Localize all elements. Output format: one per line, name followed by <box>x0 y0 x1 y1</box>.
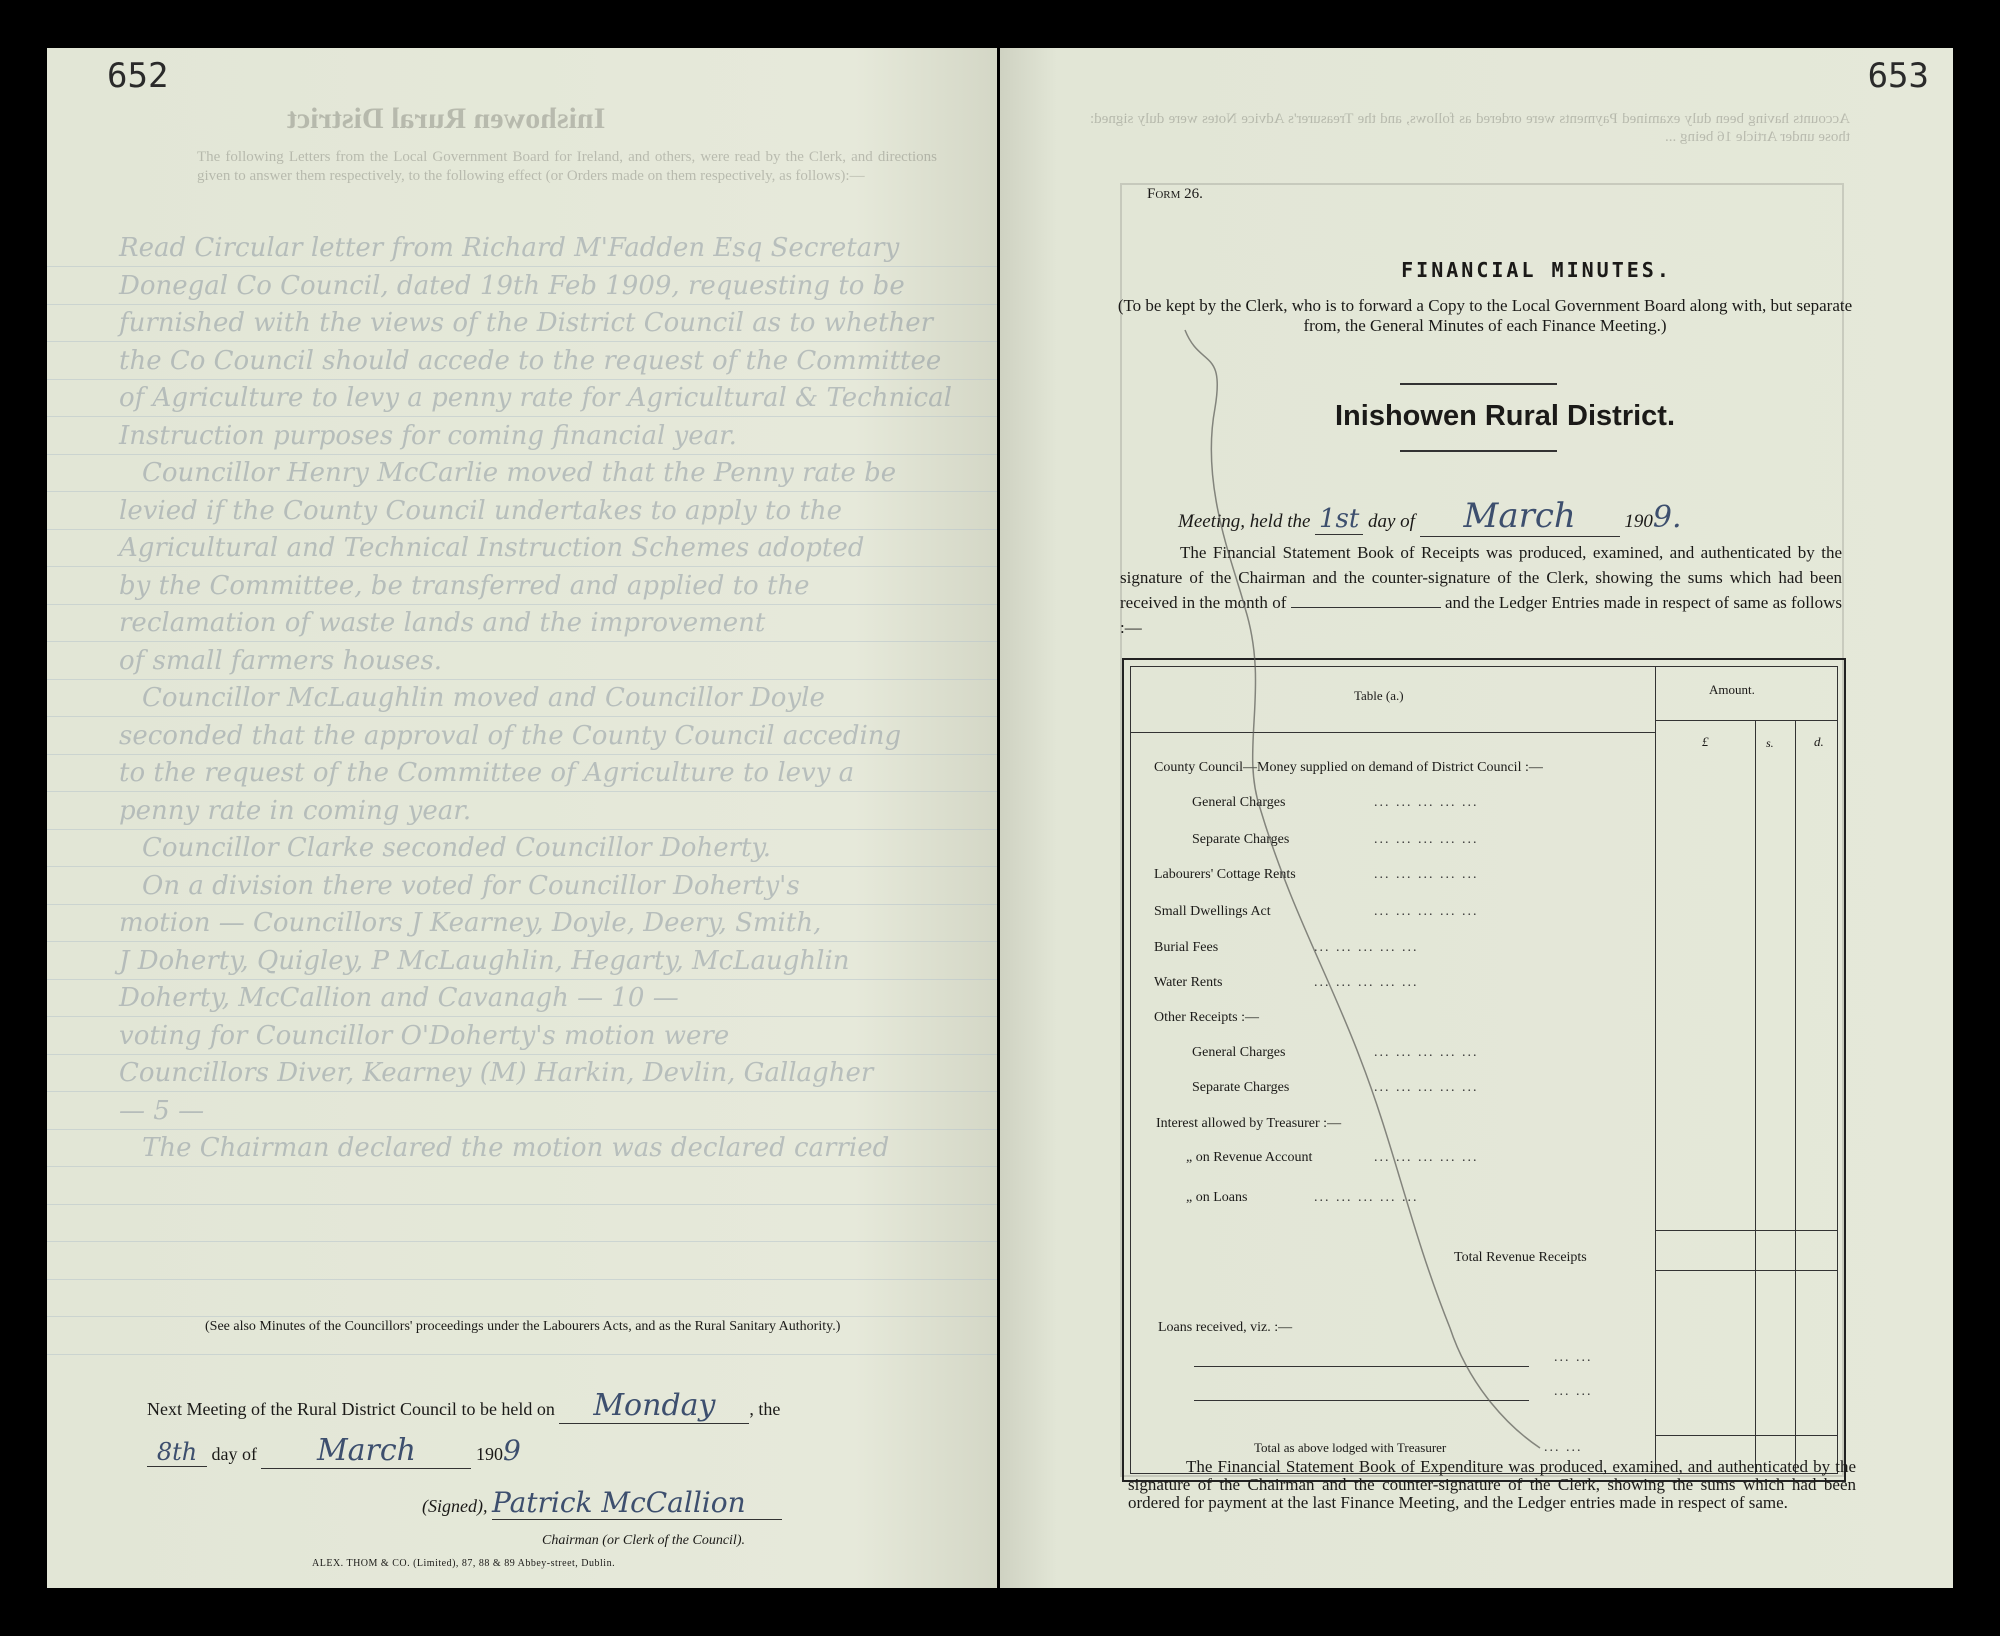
table-row-label: General Charges <box>1192 795 1286 810</box>
ruled-line <box>47 941 997 942</box>
handwritten-line: Councillor McLaughlin moved and Councillor Doyle <box>142 683 825 713</box>
table-row-label: Water Rents <box>1154 975 1223 990</box>
expenditure-paragraph: The Financial Statement Book of Expenditure was produced, examined, and authenticated by the signature of the Chairman and the counter-signature of the Clerk, showing the sums which had been ordered for payment at the last Finance Meeting, and the Ledger entries made in respect of same. <box>1128 1457 1856 1512</box>
ruled-line <box>47 641 997 642</box>
table-row-label: Total as above lodged with Treasurer <box>1254 1440 1447 1455</box>
district-name: Inishowen Rural District. <box>1335 400 1675 432</box>
ruled-line <box>47 1316 997 1317</box>
leader-dots: ... ... ... ... ... <box>1314 1190 1419 1205</box>
table-row-label: Separate Charges <box>1192 832 1290 847</box>
leader-dots: ... ... ... ... ... <box>1374 904 1479 919</box>
signature: Patrick McCallion <box>491 1486 746 1519</box>
year-suffix: 9 <box>502 1434 521 1467</box>
leader-dots: ... ... ... ... ... <box>1374 832 1479 847</box>
table-row-label: Total Revenue Receipts <box>1454 1250 1587 1265</box>
ruled-line <box>47 1204 997 1205</box>
ruled-line <box>47 1279 997 1280</box>
table-row-label: Loans received, viz. :— <box>1158 1320 1293 1335</box>
table-row-label: Labourers' Cottage Rents <box>1154 867 1296 882</box>
ruled-line <box>47 1016 997 1017</box>
next-meeting-day: Monday <box>593 1388 716 1423</box>
meeting-day: 1st <box>1319 504 1360 534</box>
handwritten-line: The Chairman declared the motion was declared carried <box>142 1133 890 1163</box>
ruled-line <box>47 679 997 680</box>
see-also-note: (See also Minutes of the Councillors' proceedings under the Labourers Acts, and as the Rural Sanitary Authority.) <box>205 1319 841 1334</box>
table-row-label: „ on Loans <box>1186 1190 1248 1205</box>
table-row-label: County Council—Money supplied on demand of District Council :— <box>1154 760 1543 775</box>
ruled-line <box>47 1241 997 1242</box>
year-prefix: 190 <box>475 1444 503 1464</box>
ruled-line <box>47 1166 997 1167</box>
meeting-held-label: Meeting, held the <box>1178 511 1311 532</box>
currency-shillings: s. <box>1766 736 1774 750</box>
table-caption: Table (a.) <box>1354 688 1404 703</box>
next-meeting-date-line <box>147 1433 521 1469</box>
signed-label: (Signed), <box>422 1496 488 1516</box>
ruled-line <box>47 979 997 980</box>
table-row-label: Other Receipts :— <box>1154 1010 1259 1025</box>
bleed-through-text: Accounts having been duly examined Payments were ordered as follows, and the Treasurer's Advice Notes were duly signed: those under Article 16 being ... <box>1090 111 1850 145</box>
ruled-line <box>47 416 997 417</box>
leader-dots: ... ... <box>1554 1384 1593 1399</box>
ruled-line <box>47 754 997 755</box>
handwritten-line: to the request of the Committee of Agriculture to levy a <box>119 758 855 788</box>
ruled-line <box>47 529 997 530</box>
meeting-year-prefix: 190 <box>1624 511 1653 532</box>
ruled-line <box>47 1091 997 1092</box>
ruled-line <box>47 266 997 267</box>
ruled-line <box>47 1129 997 1130</box>
table-row-label: Small Dwellings Act <box>1154 904 1271 919</box>
handwritten-line: seconded that the approval of the County Council acceding <box>119 720 902 751</box>
handwritten-line: motion — Councillors J Kearney, Doyle, Deery, Smith, <box>119 908 822 938</box>
ruled-line <box>47 1354 997 1355</box>
handwritten-line: by the Committee, be transferred and applied to the <box>119 570 810 601</box>
handwritten-line: Councillor Clarke seconded Councillor Doherty. <box>142 833 771 863</box>
page-number: 653 <box>1867 56 1929 96</box>
handwritten-line: reclamation of waste lands and the improvement <box>119 608 766 638</box>
meeting-year-suffix: 9. <box>1652 500 1682 535</box>
ruled-line <box>47 566 997 567</box>
instruction-text: (To be kept by the Clerk, who is to forward a Copy to the Local Government Board along with, but separate from, the General Minutes of each Finance Meeting.) <box>1117 296 1853 335</box>
table-row-label: Interest allowed by Treasurer :— <box>1156 1116 1342 1131</box>
handwritten-line: Instruction purposes for coming financial year. <box>119 420 737 451</box>
ruled-line <box>47 341 997 342</box>
next-meeting-date: 8th <box>156 1438 198 1466</box>
left-page <box>47 48 997 1588</box>
printer-imprint: ALEX. THOM & CO. (Limited), 87, 88 & 89 Abbey-street, Dublin. <box>312 1558 616 1569</box>
ruled-line <box>47 866 997 867</box>
table-row-label: General Charges <box>1192 1045 1286 1060</box>
handwritten-line: furnished with the views of the District Council as to whether <box>119 308 934 338</box>
leader-dots: ... ... ... ... ... <box>1374 1080 1479 1095</box>
financial-minutes-heading: FINANCIAL MINUTES. <box>1401 258 1672 282</box>
handwritten-line: the Co Council should accede to the request of the Committee <box>119 345 942 376</box>
table-row-label: „ on Revenue Account <box>1186 1150 1313 1165</box>
right-page <box>1000 48 1953 1588</box>
handwritten-line: On a division there voted for Councillor Doherty's <box>142 870 800 901</box>
leader-dots: ... ... ... ... ... <box>1374 1150 1479 1165</box>
handwritten-line: Councillors Diver, Kearney (M) Harkin, Devlin, Gallagher <box>119 1058 874 1088</box>
receipts-paragraph-text-2: and the Ledger Entries made in respect of same as follows :— <box>1120 593 1843 637</box>
handwritten-line: levied if the County Council undertakes to apply to the <box>119 495 842 526</box>
handwritten-line: penny rate in coming year. <box>119 795 472 826</box>
next-meeting-the: , the <box>749 1399 781 1419</box>
leader-dots: ... ... ... ... ... <box>1374 1045 1479 1060</box>
leader-dots: ... ... ... ... ... <box>1314 940 1419 955</box>
handwritten-line: Donegal Co Council, dated 19th Feb 1909, requesting to be <box>119 270 905 301</box>
currency-pounds: £ <box>1702 734 1709 749</box>
table-row-label: Separate Charges <box>1192 1080 1290 1095</box>
next-meeting-month: March <box>316 1433 417 1468</box>
handwritten-line: voting for Councillor O'Doherty's motion were <box>119 1020 730 1051</box>
meeting-day-of: day of <box>1367 511 1415 532</box>
next-meeting-line <box>147 1388 780 1424</box>
page-number: 652 <box>107 56 169 96</box>
ruled-line <box>47 904 997 905</box>
leader-dots: ... ... <box>1554 1350 1593 1365</box>
next-meeting-prefix: Next Meeting of the Rural District Council to be held on <box>147 1399 555 1419</box>
ruled-line <box>47 791 997 792</box>
bleed-through-heading: Inishowen Rural District <box>287 102 606 135</box>
handwritten-line: Doherty, McCallion and Cavanagh — 10 — <box>119 983 679 1013</box>
leader-dots: ... ... ... ... ... <box>1314 975 1419 990</box>
handwritten-line: Read Circular letter from Richard M'Fadden Esq Secretary <box>119 233 900 263</box>
handwritten-line: J Doherty, Quigley, P McLaughlin, Hegarty, McLaughlin <box>119 945 850 976</box>
ruled-line <box>47 454 997 455</box>
receipts-paragraph-text: The Financial Statement Book of Receipts was produced, examined, and authenticated by the signature of the Chairman and the counter-signature of the Clerk, showing the sums which had been received in the month of <box>1120 543 1842 612</box>
leader-dots: ... ... ... ... ... <box>1374 867 1479 882</box>
signature-line <box>422 1486 782 1520</box>
ruled-line <box>47 604 997 605</box>
leader-dots: ... ... <box>1544 1440 1583 1455</box>
ruled-line <box>47 716 997 717</box>
form-label: Form 26. <box>1147 186 1203 202</box>
bleed-through-paragraph: The following Letters from the Local Government Board for Ireland, and others, were read by the Clerk, and directions given to answer them respectively, to the following effect (or Orders made on them respectively, as follows):— <box>197 149 937 184</box>
meeting-month: March <box>1463 496 1576 536</box>
ruled-line <box>47 379 997 380</box>
handwritten-line: of small farmers houses. <box>119 645 443 676</box>
handwritten-line: Agricultural and Technical Instruction Schemes adopted <box>119 533 865 563</box>
handwritten-line: Councillor Henry McCarlie moved that the Penny rate be <box>142 458 897 488</box>
currency-pence: d. <box>1814 734 1824 749</box>
leader-dots: ... ... ... ... ... <box>1374 795 1479 810</box>
table-row-label: Burial Fees <box>1154 940 1219 955</box>
ruled-line <box>47 1054 997 1055</box>
signatory-title: Chairman (or Clerk of the Council). <box>542 1533 745 1548</box>
handwritten-line: — 5 — <box>119 1095 205 1126</box>
amount-header: Amount. <box>1709 682 1755 697</box>
ruled-line <box>47 829 997 830</box>
day-of-label: day of <box>211 1444 257 1464</box>
ruled-line <box>47 304 997 305</box>
pencil-strike-line <box>1000 48 1953 1588</box>
handwritten-line: of Agriculture to levy a penny rate for Agricultural & Technical <box>119 383 952 413</box>
ruled-line <box>47 491 997 492</box>
